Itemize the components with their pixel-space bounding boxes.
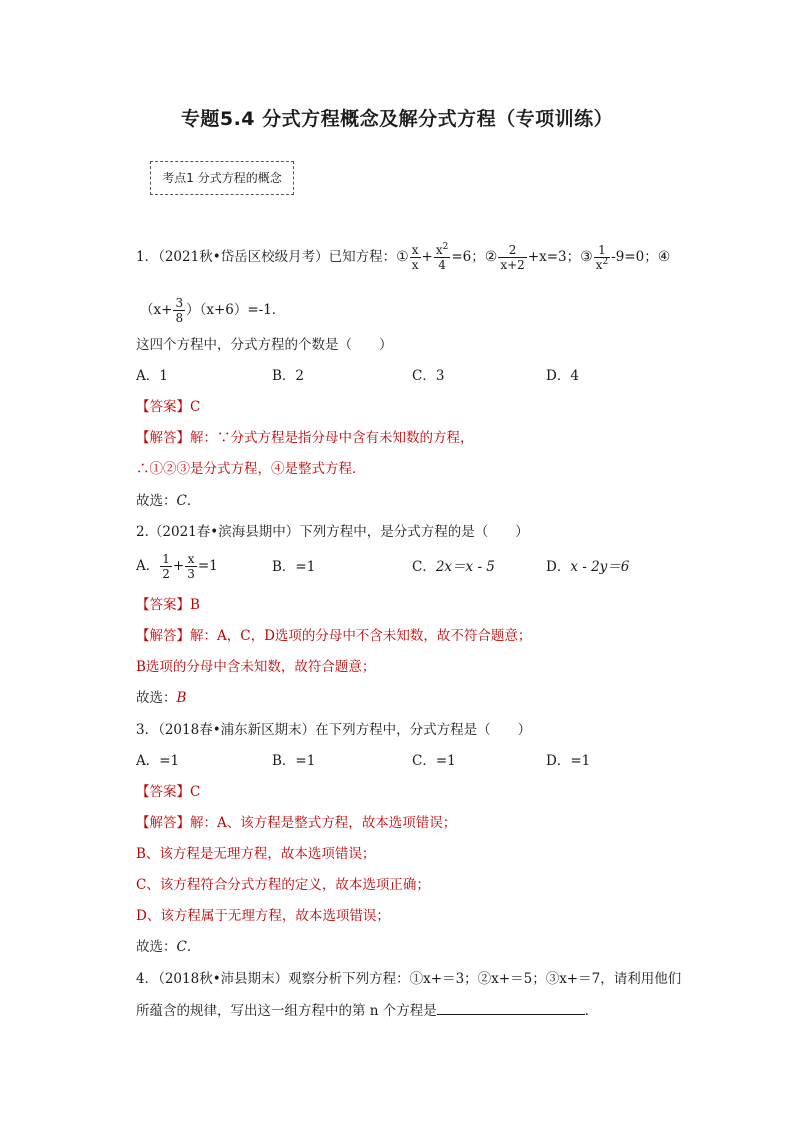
choose-line: 故选：C．	[136, 493, 201, 509]
plus-sign: +	[421, 249, 433, 265]
fraction: $\frac{2}{x+2}$	[500, 243, 525, 272]
option-b: B．=1	[272, 753, 316, 769]
fraction: $\frac{3}{8}$	[175, 296, 184, 325]
option-c: C．=1	[412, 753, 456, 769]
choose-line: 故选：C．	[136, 939, 201, 955]
option-b: B．=1	[272, 559, 316, 575]
solution-line-4: D、该方程属于无理方程，故本选项错误；	[136, 908, 390, 924]
solution-line-2: B、该方程是无理方程，故本选项错误；	[136, 846, 376, 862]
option-d: D．4	[546, 368, 579, 384]
question-1-line-2	[140, 296, 285, 325]
question-1-stem: 这四个方程中，分式方程的个数是（ ）	[136, 337, 393, 353]
circled-4: ④	[657, 249, 671, 265]
option-d: D．=1	[546, 753, 591, 769]
question-number: 1．	[136, 249, 159, 265]
answer-line: 【答案】C	[136, 784, 201, 800]
fraction: $\frac{1}{x^2}$	[595, 243, 609, 272]
question-1-line-1	[136, 243, 670, 272]
equation-tail: =6；	[451, 249, 485, 265]
option-a: A．1	[136, 368, 168, 384]
equation-tail: +x=3；	[527, 249, 581, 265]
solution-line-1: 【解答】解：∵分式方程是指分母中含有未知数的方程，	[136, 430, 474, 446]
equation-tail: -9=0；	[611, 249, 658, 265]
answer-blank[interactable]	[437, 1000, 585, 1015]
option-c: C．2x＝x - 5	[412, 559, 495, 575]
circled-1: ①	[396, 249, 409, 265]
option-c: C．3	[412, 368, 445, 384]
option-a: A．=1	[136, 753, 180, 769]
question-3-line: 3．（2018春•浦东新区期末）在下列方程中，分式方程是（ ）	[136, 722, 532, 738]
choose-line: 故选：B	[136, 690, 187, 706]
option-d: D．x - 2y＝6	[546, 559, 630, 575]
solution-line-1: 【解答】解：A，C，D选项的分母中不含未知数，故不符合题意；	[136, 628, 532, 644]
question-2-line: 2.（2021春•滨海县期中）下列方程中，是分式方程的是（ ）	[136, 524, 529, 540]
equation-head: （x+	[140, 302, 173, 318]
solution-line-2: B选项的分母中含未知数，故符合题意；	[136, 659, 376, 675]
fraction: $\frac{x}{x}$	[411, 243, 419, 272]
fraction: $\frac{x^2}{4}$	[435, 242, 449, 272]
question-4-line-2: 所蕴含的规律，写出这一组方程中的第 n 个方程是 ．	[136, 999, 598, 1019]
page-title: 专题5.4 分式方程概念及解分式方程（专项训练）	[180, 108, 614, 130]
solution-line-2: ∴①②③是分式方程，④是整式方程．	[136, 461, 366, 477]
question-4-line-1: 4．（2018秋•沛县期末）观察分析下列方程：①x+＝3；②x+＝5；③x+＝7，请利用他们	[136, 971, 682, 987]
circled-3: ③	[580, 249, 593, 265]
option-a: A． $\frac{1}{2}$ + $\frac{x}{3}$ =1	[136, 552, 218, 581]
answer-line: 【答案】C	[136, 399, 201, 415]
option-b: B．2	[272, 368, 305, 384]
answer-line: 【答案】B	[136, 597, 200, 613]
question-source: （2021秋•岱岳区校级月考）已知方程：	[158, 249, 397, 265]
equation-tail: ）（x+6）=-1．	[186, 302, 286, 318]
solution-line-3: C、该方程符合分式方程的定义，故本选项正确；	[136, 877, 430, 893]
section-heading-box: 考点1 分式方程的概念	[150, 161, 294, 195]
solution-line-1: 【解答】解：A、该方程是整式方程，故本选项错误；	[136, 815, 457, 831]
circled-2: ②	[484, 249, 498, 265]
